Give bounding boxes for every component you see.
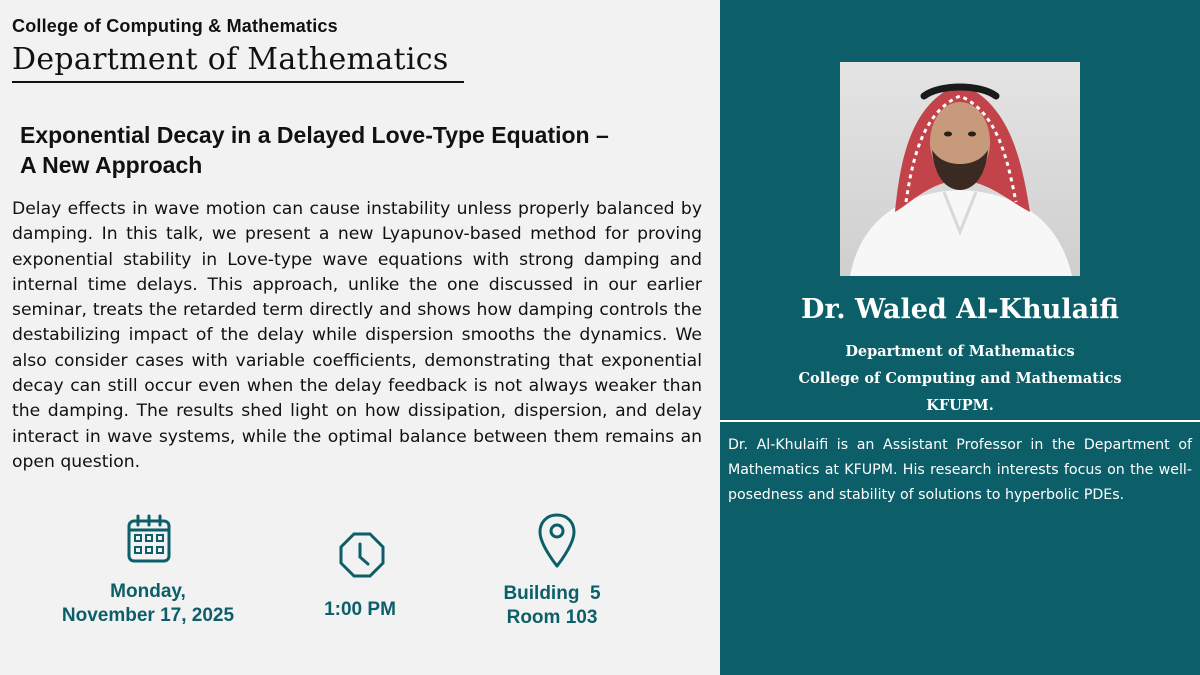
- department-title: Department of Mathematics: [12, 42, 449, 77]
- speaker-divider: [720, 420, 1200, 422]
- location-pin-icon: [537, 512, 577, 570]
- talk-abstract: Delay effects in wave motion can cause instability unless properly balanced by damping. In this talk, we present a new Lyapunov-based method for proving exponential stability in Love-type wave equations with strong damping and internal time delays. This approach, unlike the one discussed in our earlier seminar, treats the retarded term directly and shows how damping controls the destabilizing impact of the delay while dispersion smooths the dynamics. We also consider cases with variable coefficients, demonstrating that exponential decay can still occur even when the delay feedback is not always weaker than the damping. The results shed light on how dissipation, dispersion, and delay interact in wave systems, while the optimal balance between them remains an open question.: [12, 199, 702, 472]
- college-name: College of Computing & Mathematics: [12, 16, 338, 36]
- speaker-photo: [840, 62, 1080, 276]
- talk-title-line1: Exponential Decay in a Delayed Love-Type Equation –: [20, 122, 609, 148]
- event-date-line1: Monday,: [110, 581, 186, 602]
- speaker-bio: Dr. Al-Khulaifi is an Assistant Professor in the Department of Mathematics at KFUPM. His research interests focus on the well-posedness and stability of solutions to hyperbolic PDEs.: [728, 437, 1192, 503]
- clock-icon: [338, 531, 386, 579]
- event-building: Building 5: [503, 583, 601, 604]
- speaker-name: Dr. Waled Al-Khulaifi: [801, 294, 1119, 325]
- event-location: [490, 582, 614, 630]
- title-underline: [12, 81, 464, 83]
- speaker-panel: [720, 0, 1200, 675]
- event-date: [40, 580, 256, 628]
- speaker-college: College of Computing and Mathematics: [798, 370, 1122, 387]
- talk-title-line2: A New Approach: [20, 152, 203, 178]
- event-date-line2: November 17, 2025: [61, 605, 235, 626]
- speaker-department: Department of Mathematics: [845, 343, 1075, 360]
- calendar-icon: [126, 514, 172, 564]
- speaker-portrait-illustration: [840, 62, 1080, 276]
- speaker-university: KFUPM.: [926, 397, 994, 414]
- event-room: Room 103: [506, 607, 598, 628]
- event-time: 1:00 PM: [324, 599, 396, 620]
- talk-title: [20, 120, 700, 180]
